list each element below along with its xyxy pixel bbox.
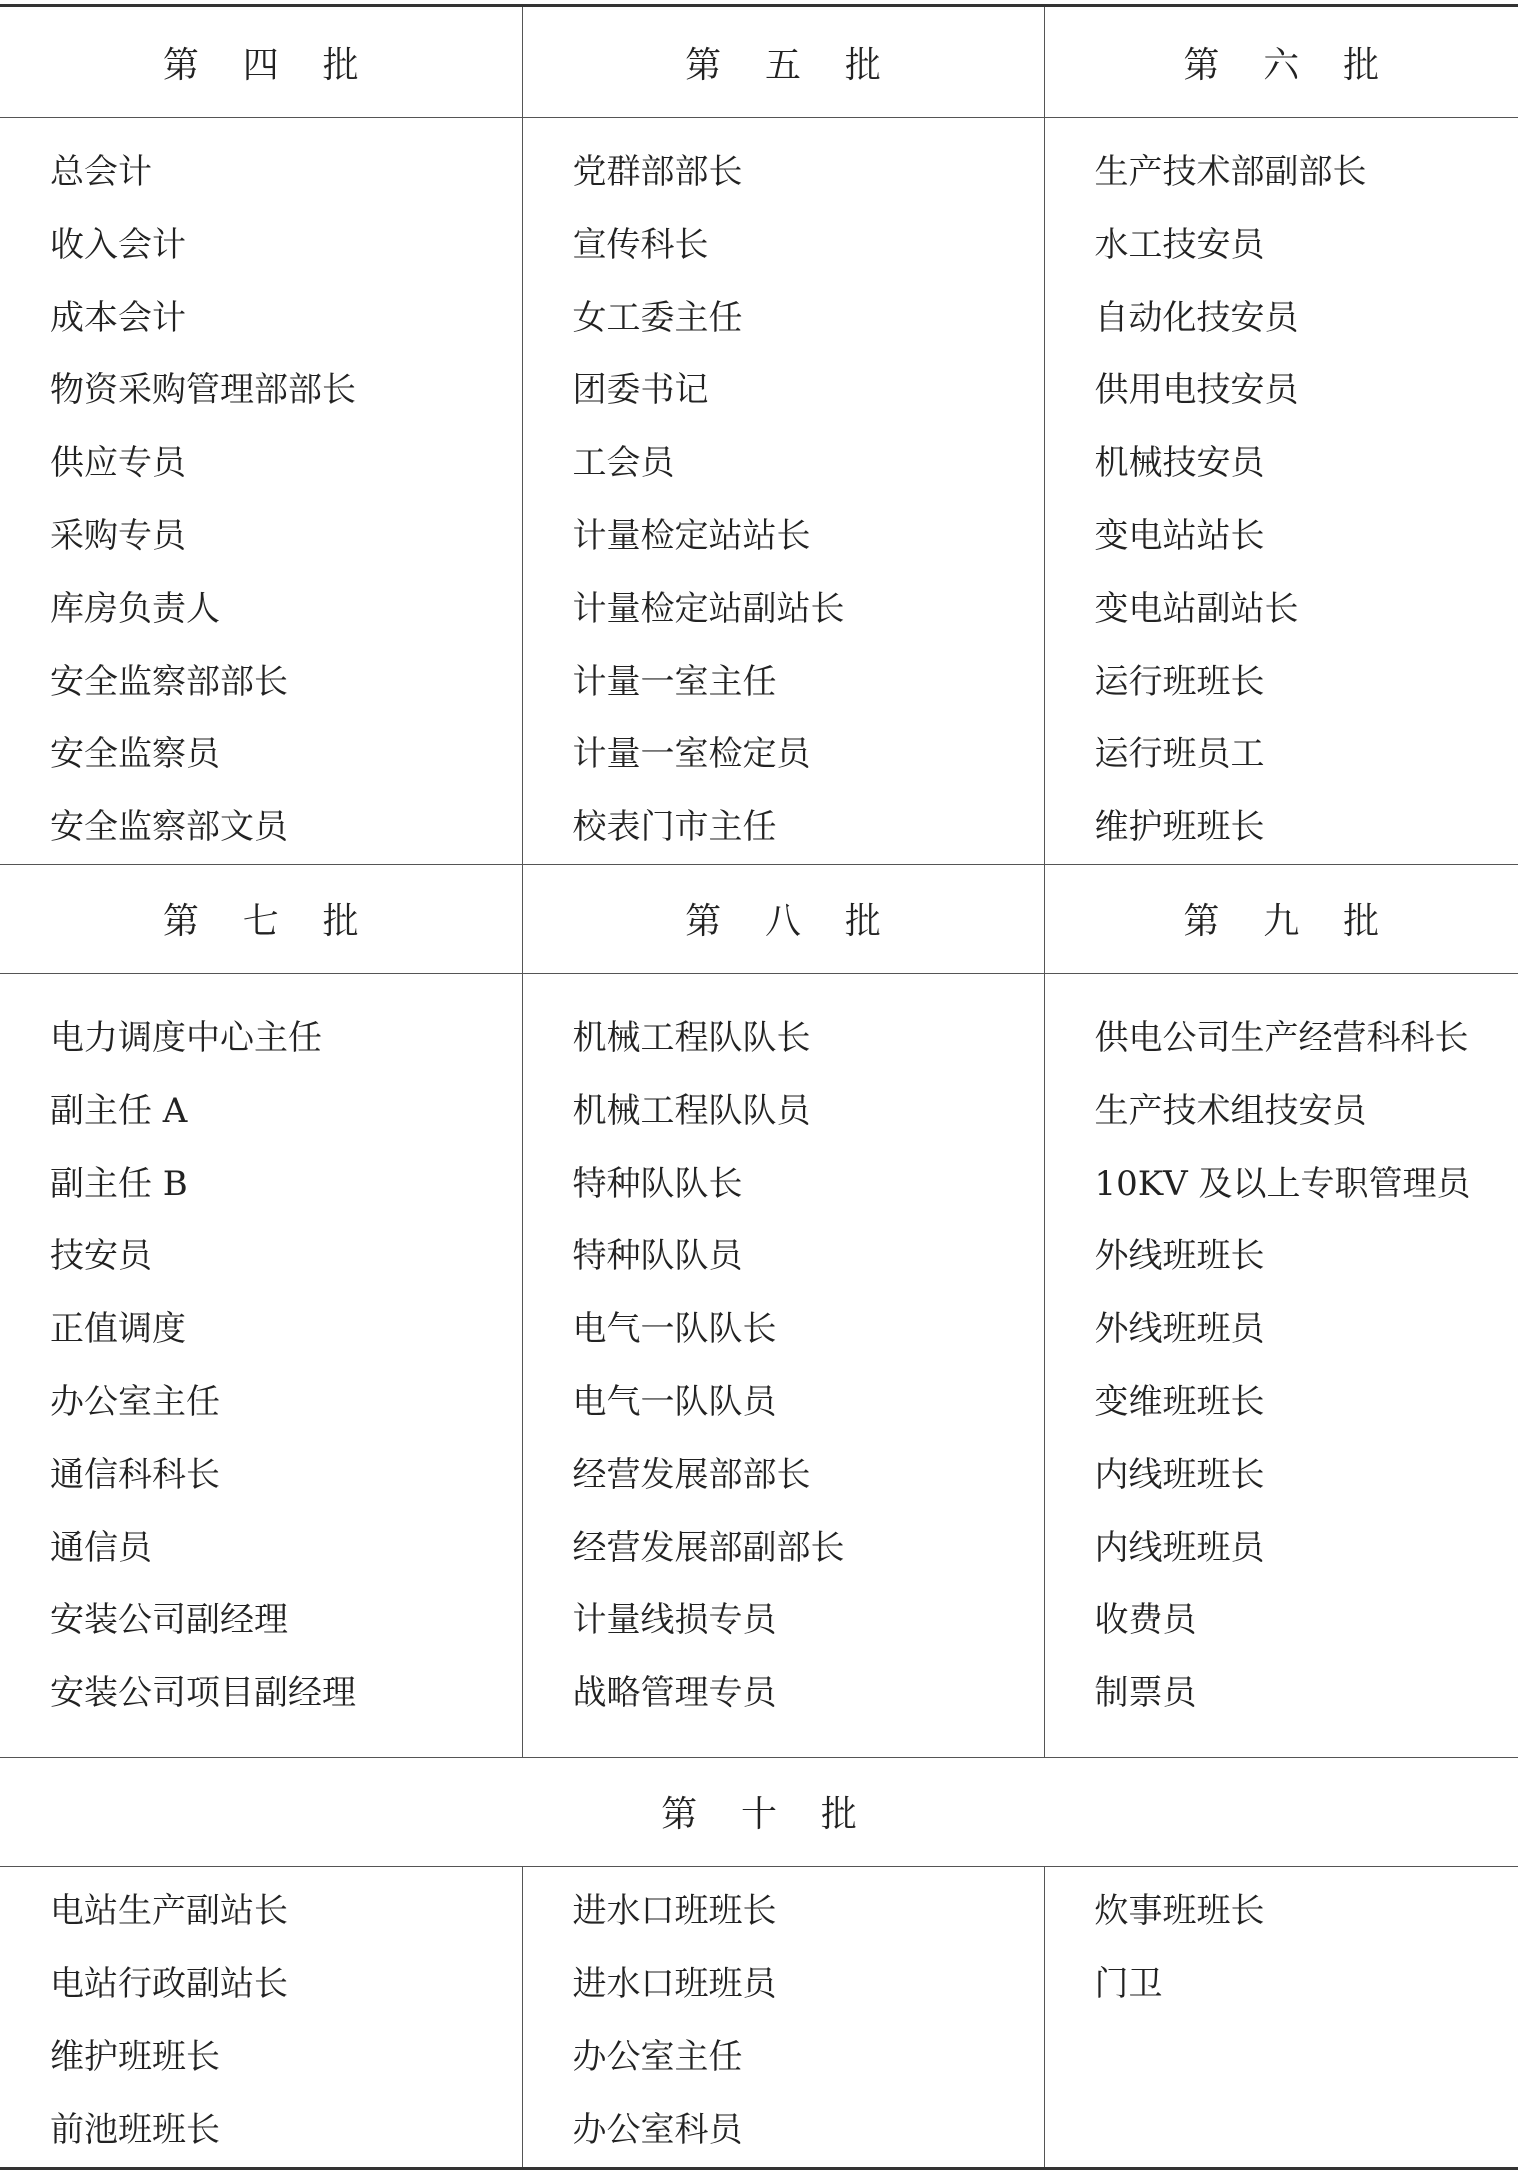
job-title: 采购专员 bbox=[50, 515, 186, 556]
batch-column bbox=[522, 973, 1044, 1757]
job-title: 安全监察部部长 bbox=[50, 661, 288, 702]
job-title: 门卫 bbox=[1094, 1963, 1163, 2004]
job-title: 库房负责人 bbox=[50, 588, 220, 629]
job-title: 前池班班长 bbox=[50, 2109, 220, 2150]
job-title: 机械工程队队长 bbox=[572, 1017, 811, 1058]
batch-column bbox=[1044, 1866, 1518, 2168]
job-title: 机械工程队队员 bbox=[572, 1090, 811, 1131]
job-title: 运行班班长 bbox=[1094, 661, 1265, 702]
job-title: 供用电技安员 bbox=[1094, 370, 1299, 411]
batch-column bbox=[0, 1866, 522, 2168]
job-title: 总会计 bbox=[50, 152, 152, 192]
job-title: 计量检定站站长 bbox=[572, 515, 811, 556]
batch-column bbox=[1044, 973, 1518, 1757]
job-title: 生产技术组技安员 bbox=[1094, 1090, 1367, 1131]
job-title: 物资采购管理部部长 bbox=[50, 370, 356, 411]
job-title: 炊事班班长 bbox=[1094, 1890, 1265, 1931]
job-title: 供电公司生产经营科科长 bbox=[1094, 1017, 1469, 1058]
batch-column bbox=[522, 118, 1044, 865]
job-title: 收入会计 bbox=[50, 224, 186, 265]
batch-header-8: 第 八 批 bbox=[522, 864, 1044, 973]
job-title: 计量一室检定员 bbox=[572, 734, 811, 775]
job-title: 内线班班长 bbox=[1094, 1454, 1265, 1495]
batch-header-5: 第 五 批 bbox=[522, 6, 1044, 118]
job-title: 水工技安员 bbox=[1094, 224, 1265, 265]
job-title: 安全监察员 bbox=[50, 734, 220, 775]
job-title: 正值调度 bbox=[50, 1309, 186, 1350]
job-title: 变电站站长 bbox=[1094, 515, 1265, 556]
batch-table bbox=[0, 4, 1518, 2170]
job-title: 通信员 bbox=[50, 1527, 152, 1568]
job-title: 安装公司副经理 bbox=[50, 1600, 288, 1641]
batch-body-row bbox=[0, 973, 1518, 1757]
job-title: 安装公司项目副经理 bbox=[50, 1673, 356, 1714]
job-title: 外线班班长 bbox=[1094, 1236, 1265, 1277]
batch-column bbox=[1044, 118, 1518, 865]
job-title: 制票员 bbox=[1094, 1673, 1197, 1714]
job-title: 电站行政副站长 bbox=[50, 1963, 288, 2004]
job-title: 电气一队队员 bbox=[572, 1381, 777, 1422]
job-title: 办公室主任 bbox=[572, 2036, 743, 2077]
job-title: 机械技安员 bbox=[1094, 443, 1265, 484]
job-title: 电气一队队长 bbox=[572, 1309, 777, 1350]
job-title: 经营发展部部长 bbox=[572, 1454, 811, 1495]
job-title: 工会员 bbox=[572, 443, 675, 484]
job-title: 通信科科长 bbox=[50, 1454, 220, 1495]
batch-header-row bbox=[0, 1757, 1518, 1866]
job-title: 安全监察部文员 bbox=[50, 807, 288, 848]
batch-header-row bbox=[0, 6, 1518, 118]
job-title: 特种队队长 bbox=[572, 1163, 743, 1204]
job-title: 收费员 bbox=[1094, 1600, 1197, 1641]
job-title: 供应专员 bbox=[50, 443, 186, 484]
job-title: 电力调度中心主任 bbox=[50, 1017, 322, 1058]
job-title: 女工委主任 bbox=[572, 297, 743, 338]
job-title: 成本会计 bbox=[50, 297, 186, 338]
batch-header-row bbox=[0, 864, 1518, 973]
job-title: 团委书记 bbox=[572, 370, 709, 411]
batch-column bbox=[522, 1866, 1044, 2168]
batch-header-7: 第 七 批 bbox=[0, 864, 522, 973]
job-title: 计量线损专员 bbox=[572, 1600, 777, 1641]
job-title: 校表门市主任 bbox=[572, 807, 777, 848]
job-title: 自动化技安员 bbox=[1094, 297, 1299, 338]
batch-header-4: 第 四 批 bbox=[0, 6, 522, 118]
job-title: 运行班员工 bbox=[1094, 734, 1265, 775]
job-title: 进水口班班员 bbox=[572, 1963, 777, 2004]
job-title: 维护班班长 bbox=[50, 2036, 220, 2077]
job-title: 电站生产副站长 bbox=[50, 1890, 288, 1931]
job-title: 计量一室主任 bbox=[572, 661, 777, 702]
job-title: 10KV 及以上专职管理员 bbox=[1094, 1163, 1471, 1204]
job-title: 副主任 A bbox=[50, 1090, 188, 1131]
job-title: 党群部部长 bbox=[572, 152, 743, 192]
batch-header-6: 第 六 批 bbox=[1044, 6, 1518, 118]
job-title: 办公室主任 bbox=[50, 1381, 220, 1422]
job-title: 技安员 bbox=[50, 1236, 152, 1277]
batch-column bbox=[0, 118, 522, 865]
batch-column bbox=[0, 973, 522, 1757]
job-title: 内线班班员 bbox=[1094, 1527, 1265, 1568]
job-title: 副主任 B bbox=[50, 1163, 188, 1204]
job-title: 经营发展部副部长 bbox=[572, 1527, 845, 1568]
job-title: 计量检定站副站长 bbox=[572, 588, 845, 629]
job-title: 特种队队员 bbox=[572, 1236, 743, 1277]
job-title: 变电站副站长 bbox=[1094, 588, 1299, 629]
batch-header-10: 第 十 批 bbox=[0, 1757, 1518, 1866]
job-title: 生产技术部副部长 bbox=[1094, 152, 1367, 192]
batch-body-row bbox=[0, 1866, 1518, 2168]
job-title: 进水口班班长 bbox=[572, 1890, 777, 1931]
job-title: 维护班班长 bbox=[1094, 807, 1265, 848]
job-title: 办公室科员 bbox=[572, 2109, 743, 2150]
job-title: 战略管理专员 bbox=[572, 1673, 777, 1714]
job-title: 宣传科长 bbox=[572, 224, 709, 265]
job-title: 变维班班长 bbox=[1094, 1381, 1265, 1422]
batch-body-row bbox=[0, 118, 1518, 865]
batch-header-9: 第 九 批 bbox=[1044, 864, 1518, 973]
job-title: 外线班班员 bbox=[1094, 1309, 1265, 1350]
